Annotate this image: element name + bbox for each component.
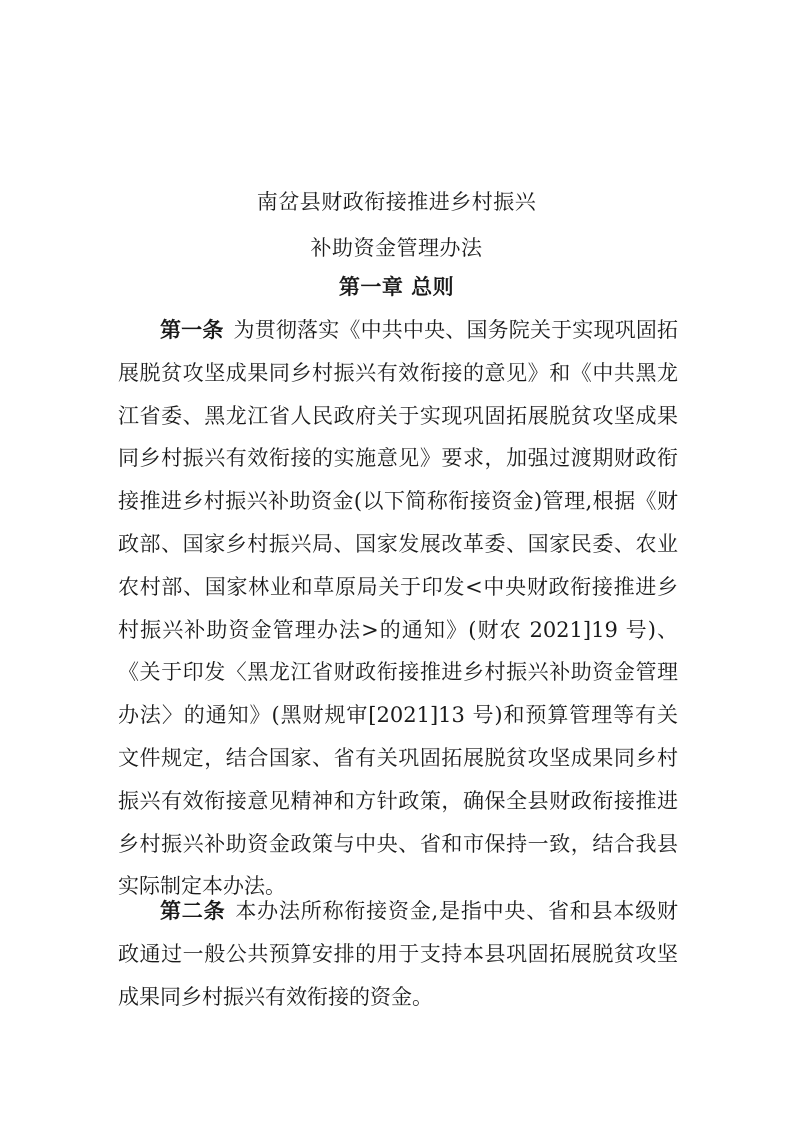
article-1-text: 为贯彻落实《中共中央、国务院关于实现巩固拓展脱贫攻坚成果同乡村振兴有效衔接的意见》和《中共黑龙江省委、黑龙江省人民政府关于实现巩固拓展脱贫攻坚成果同乡村振兴有效衔接的实施意见》要求，加强过渡期财政衔接推进乡村振兴补助资金(以下简称衔接资金)管理,根据《财政部、国家乡村振兴局、国家发展改革委、国家民委、农业农村部、国家林业和草原局关于印发<中央财政衔接推进乡村振兴补助资金管理办法>的通知》(财农 2021]19 号)、《关于印发〈黑龙江省财政衔接推进乡村振兴补助资金管理办法〉的通知》(黑财规审[2021]13 号)和预算管理等有关文件规定，结合国家、省有关巩固拓展脱贫攻坚成果同乡村振兴有效衔接意见精神和方针政策，确保全县财政衔接推进乡村振兴补助资金政策与中央、省和市保持一致，结合我县实际制定本办法。 xyxy=(118,318,679,899)
document-title-line-2: 补助资金管理办法 xyxy=(310,236,483,260)
article-2-text: 本办法所称衔接资金,是指中央、省和县本级财政通过一般公共预算安排的用于支持本县巩固拓展脱贫攻坚成果同乡村振兴有效衔接的资金。 xyxy=(118,899,678,1009)
document-title-line-1: 南岔县财政衔接推进乡村振兴 xyxy=(256,190,537,214)
article-1 xyxy=(118,309,678,908)
article-1-label: 第一条 xyxy=(160,318,224,342)
article-2 xyxy=(118,890,678,1018)
chapter-heading: 第一章 总则 xyxy=(338,275,455,299)
article-2-label: 第二条 xyxy=(160,899,226,923)
